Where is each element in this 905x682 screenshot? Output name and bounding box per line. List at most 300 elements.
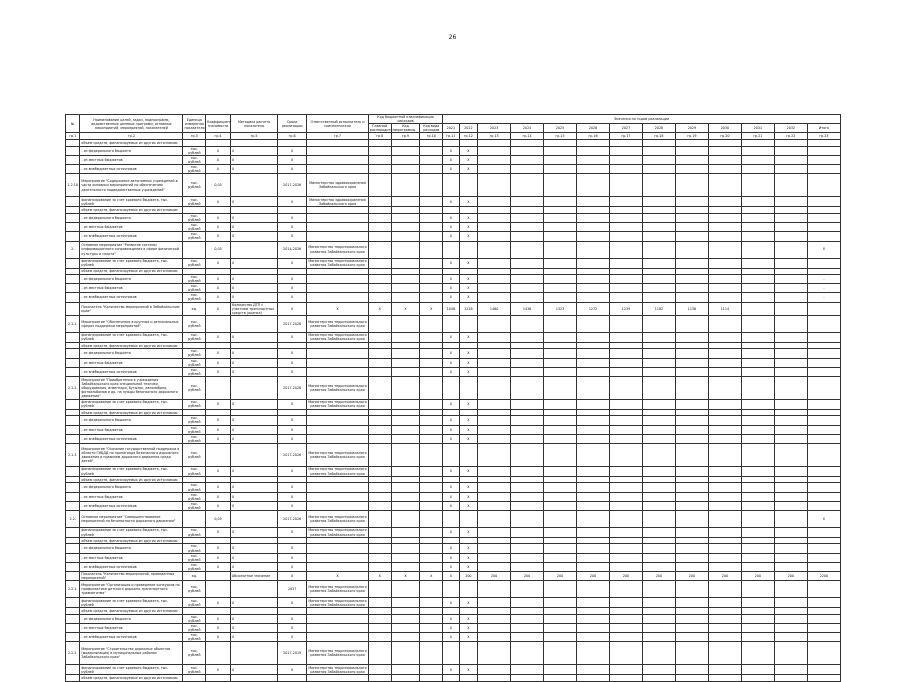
table-cell bbox=[420, 528, 443, 538]
table-cell bbox=[610, 501, 643, 510]
table-cell bbox=[368, 284, 391, 293]
table-cell: Х bbox=[278, 232, 307, 241]
table-cell bbox=[368, 511, 391, 528]
table-cell bbox=[610, 665, 643, 675]
table-cell: Х bbox=[206, 544, 231, 553]
table-cell bbox=[675, 434, 708, 443]
table-row bbox=[66, 367, 841, 376]
table-cell bbox=[443, 315, 459, 332]
table-cell bbox=[478, 562, 511, 571]
table-cell bbox=[307, 358, 369, 367]
table-cell bbox=[642, 492, 675, 501]
column-number-cell: гр.6 bbox=[278, 133, 307, 140]
table-cell bbox=[478, 416, 511, 425]
table-cell bbox=[420, 633, 443, 642]
table-cell bbox=[307, 156, 369, 165]
table-row bbox=[66, 146, 841, 155]
column-number-cell: гр.10 bbox=[420, 133, 443, 140]
table-cell bbox=[368, 492, 391, 501]
table-cell bbox=[544, 241, 577, 258]
year-header: 2028 bbox=[642, 124, 675, 133]
table-cell: Х bbox=[230, 483, 277, 492]
table-cell bbox=[368, 598, 391, 608]
table-cell bbox=[478, 425, 511, 434]
table-cell bbox=[66, 293, 80, 302]
table-cell bbox=[708, 483, 741, 492]
table-cell bbox=[741, 623, 774, 632]
table-cell: тыс. рублей bbox=[183, 553, 206, 562]
table-cell bbox=[511, 232, 544, 241]
table-cell bbox=[66, 562, 80, 571]
table-cell bbox=[391, 399, 420, 409]
table-cell bbox=[642, 675, 675, 681]
table-cell bbox=[459, 675, 478, 681]
table-cell bbox=[420, 416, 443, 425]
table-cell bbox=[708, 642, 741, 665]
table-cell bbox=[708, 213, 741, 222]
table-cell bbox=[420, 156, 443, 165]
table-cell bbox=[420, 665, 443, 675]
table-cell: Х bbox=[278, 156, 307, 165]
table-cell bbox=[478, 284, 511, 293]
table-cell bbox=[544, 332, 577, 342]
table-cell bbox=[774, 444, 807, 467]
table-cell bbox=[675, 213, 708, 222]
table-cell: финансирование за счет краевого бюджета, тыс. рублей bbox=[80, 332, 183, 342]
table-cell bbox=[675, 581, 708, 598]
year-header: 2025 bbox=[544, 124, 577, 133]
table-cell bbox=[391, 434, 420, 443]
table-cell bbox=[544, 367, 577, 376]
table-cell: 1228 bbox=[459, 302, 478, 315]
table-cell bbox=[368, 467, 391, 477]
table-cell bbox=[307, 562, 369, 571]
table-cell: Х bbox=[278, 293, 307, 302]
year-header: 2024 bbox=[511, 124, 544, 133]
table-cell: Х bbox=[230, 562, 277, 571]
table-cell bbox=[675, 444, 708, 467]
table-cell bbox=[66, 416, 80, 425]
table-cell bbox=[708, 284, 741, 293]
table-cell: Х bbox=[443, 434, 459, 443]
year-header: 2023 bbox=[478, 124, 511, 133]
table-cell bbox=[391, 358, 420, 367]
table-body bbox=[66, 140, 841, 681]
table-cell: Х bbox=[443, 623, 459, 632]
table-cell bbox=[774, 434, 807, 443]
table-cell bbox=[642, 425, 675, 434]
table-cell bbox=[807, 416, 840, 425]
total-header: Итого bbox=[807, 124, 840, 133]
table-cell: 0,05 bbox=[206, 174, 231, 197]
table-cell bbox=[420, 467, 443, 477]
table-cell bbox=[478, 642, 511, 665]
table-cell: 200 bbox=[478, 572, 511, 581]
table-cell bbox=[610, 399, 643, 409]
table-cell bbox=[307, 614, 369, 623]
table-cell bbox=[577, 213, 610, 222]
table-cell: Х bbox=[206, 349, 231, 358]
table-cell bbox=[708, 332, 741, 342]
table-cell bbox=[478, 444, 511, 467]
table-cell bbox=[544, 284, 577, 293]
table-row bbox=[66, 223, 841, 232]
table-cell bbox=[807, 332, 840, 342]
table-cell bbox=[577, 675, 610, 681]
table-cell: Х bbox=[443, 492, 459, 501]
table-cell bbox=[420, 642, 443, 665]
table-cell: Х bbox=[459, 293, 478, 302]
table-cell bbox=[544, 665, 577, 675]
table-cell: Х bbox=[807, 511, 840, 528]
table-cell: Х bbox=[230, 156, 277, 165]
table-cell bbox=[206, 642, 231, 665]
table-cell bbox=[391, 349, 420, 358]
table-cell bbox=[368, 562, 391, 571]
table-cell: Х bbox=[230, 293, 277, 302]
table-cell bbox=[675, 274, 708, 283]
table-cell bbox=[577, 642, 610, 665]
table-cell bbox=[544, 213, 577, 222]
table-cell: Министерство территориального развития Забайкальского края bbox=[307, 642, 369, 665]
table-cell bbox=[544, 293, 577, 302]
table-cell: Х bbox=[278, 358, 307, 367]
table-cell: Х bbox=[206, 367, 231, 376]
table-cell bbox=[610, 315, 643, 332]
table-cell: 200 bbox=[459, 572, 478, 581]
table-cell: Х bbox=[459, 434, 478, 443]
table-cell bbox=[511, 642, 544, 665]
table-cell bbox=[391, 223, 420, 232]
table-cell bbox=[443, 511, 459, 528]
table-cell bbox=[675, 258, 708, 268]
table-cell bbox=[807, 614, 840, 623]
table-cell bbox=[391, 665, 420, 675]
table-cell: Х bbox=[420, 302, 443, 315]
table-cell bbox=[206, 675, 231, 681]
table-cell bbox=[708, 598, 741, 608]
table-cell: Х bbox=[459, 349, 478, 358]
table-cell: - из местных бюджетов bbox=[80, 223, 183, 232]
table-cell: тыс. рублей bbox=[183, 258, 206, 268]
table-cell bbox=[642, 467, 675, 477]
table-cell bbox=[642, 633, 675, 642]
column-number-cell: гр.1 bbox=[66, 133, 80, 140]
table-cell: финансирование за счет краевого бюджета, тыс. рублей bbox=[80, 197, 183, 207]
values-group-header: Значения по годам реализации bbox=[443, 115, 841, 124]
table-cell bbox=[610, 553, 643, 562]
table-cell bbox=[610, 511, 643, 528]
table-cell bbox=[307, 349, 369, 358]
table-cell bbox=[741, 293, 774, 302]
table-cell: 2017-2026 bbox=[278, 174, 307, 197]
table-cell: Х bbox=[278, 434, 307, 443]
table-cell bbox=[610, 425, 643, 434]
table-cell: 200 bbox=[577, 572, 610, 581]
table-cell bbox=[420, 581, 443, 598]
table-cell: Х bbox=[443, 528, 459, 538]
table-cell: тыс. рублей bbox=[183, 633, 206, 642]
table-cell: Министерство территориального развития Забайкальского края bbox=[307, 581, 369, 598]
table-cell bbox=[391, 467, 420, 477]
table-cell bbox=[774, 232, 807, 241]
table-cell bbox=[391, 623, 420, 632]
table-cell: Х bbox=[443, 399, 459, 409]
table-cell bbox=[642, 315, 675, 332]
table-cell bbox=[478, 274, 511, 283]
table-cell bbox=[459, 174, 478, 197]
table-cell bbox=[368, 293, 391, 302]
table-cell bbox=[368, 581, 391, 598]
table-cell bbox=[368, 349, 391, 358]
table-cell bbox=[544, 223, 577, 232]
table-cell bbox=[66, 544, 80, 553]
table-cell bbox=[577, 553, 610, 562]
table-cell bbox=[544, 544, 577, 553]
table-cell bbox=[420, 553, 443, 562]
table-cell: 200 bbox=[774, 572, 807, 581]
table-cell: Х bbox=[443, 358, 459, 367]
table-cell bbox=[774, 213, 807, 222]
table-cell bbox=[642, 349, 675, 358]
table-cell bbox=[66, 553, 80, 562]
table-cell: тыс. рублей bbox=[183, 665, 206, 675]
table-cell bbox=[420, 223, 443, 232]
table-cell bbox=[544, 553, 577, 562]
table-cell: 1114 bbox=[708, 302, 741, 315]
table-cell bbox=[391, 258, 420, 268]
table-cell bbox=[642, 562, 675, 571]
table-cell bbox=[642, 293, 675, 302]
table-cell bbox=[642, 434, 675, 443]
table-cell: - из местных бюджетов bbox=[80, 284, 183, 293]
table-cell bbox=[741, 165, 774, 174]
table-cell: - из местных бюджетов bbox=[80, 553, 183, 562]
table-cell: - bbox=[807, 293, 840, 302]
table-cell: Х bbox=[230, 258, 277, 268]
table-cell bbox=[807, 165, 840, 174]
table-cell bbox=[391, 241, 420, 258]
table-cell bbox=[642, 258, 675, 268]
table-cell bbox=[577, 349, 610, 358]
table-row bbox=[66, 213, 841, 222]
table-cell bbox=[642, 581, 675, 598]
table-cell bbox=[675, 416, 708, 425]
table-cell bbox=[675, 241, 708, 258]
table-row bbox=[66, 665, 841, 675]
table-row bbox=[66, 511, 841, 528]
table-cell bbox=[577, 315, 610, 332]
table-cell bbox=[511, 444, 544, 467]
table-cell: тыс. рублей bbox=[183, 376, 206, 399]
table-cell bbox=[642, 223, 675, 232]
table-cell bbox=[391, 633, 420, 642]
table-cell bbox=[675, 315, 708, 332]
table-cell bbox=[807, 376, 840, 399]
table-cell bbox=[478, 467, 511, 477]
table-cell: Х bbox=[278, 197, 307, 207]
table-cell bbox=[206, 581, 231, 598]
table-cell bbox=[478, 293, 511, 302]
table-cell bbox=[544, 581, 577, 598]
table-cell bbox=[577, 623, 610, 632]
table-cell bbox=[675, 665, 708, 675]
table-cell: Х bbox=[443, 293, 459, 302]
table-cell bbox=[577, 598, 610, 608]
table-cell bbox=[774, 544, 807, 553]
table-cell bbox=[741, 434, 774, 443]
table-cell bbox=[741, 562, 774, 571]
table-row bbox=[66, 553, 841, 562]
table-cell bbox=[443, 174, 459, 197]
table-cell: Министерство территориального развития Забайкальского края bbox=[308, 598, 367, 607]
table-cell bbox=[66, 197, 80, 207]
table-cell bbox=[741, 553, 774, 562]
table-cell: Х bbox=[278, 614, 307, 623]
table-cell: Х bbox=[443, 416, 459, 425]
table-cell bbox=[610, 434, 643, 443]
table-cell bbox=[478, 358, 511, 367]
table-cell: Х bbox=[459, 598, 478, 608]
table-cell: Министерство территориального развития Забайкальского края bbox=[308, 333, 367, 342]
table-cell: тыс. рублей bbox=[183, 284, 206, 293]
table-row bbox=[66, 501, 841, 510]
table-cell bbox=[66, 349, 80, 358]
table-cell: Мероприятие "Приобретение в учреждения Забайкальского края специальной техники, оборудования, инвентаря, бутылок, автомобиля, фотоальбомов и др. на нужды безопасного дорожного движения" bbox=[80, 376, 183, 399]
table-cell bbox=[708, 665, 741, 675]
table-cell: Министерство территориального развития Забайкальского края bbox=[308, 258, 367, 268]
table-cell bbox=[420, 598, 443, 608]
table-cell bbox=[368, 332, 391, 342]
table-cell: Министерство территориального развития Забайкальского края bbox=[307, 241, 369, 258]
table-cell: Х bbox=[420, 572, 443, 581]
table-cell bbox=[642, 358, 675, 367]
table-cell bbox=[807, 399, 840, 409]
table-cell bbox=[511, 675, 544, 681]
table-cell bbox=[544, 501, 577, 510]
table-cell bbox=[675, 156, 708, 165]
table-cell bbox=[807, 315, 840, 332]
table-cell bbox=[66, 501, 80, 510]
table-cell: Х bbox=[368, 572, 391, 581]
table-cell bbox=[230, 675, 277, 681]
table-cell bbox=[420, 358, 443, 367]
table-row bbox=[66, 293, 841, 302]
table-cell bbox=[708, 425, 741, 434]
table-cell bbox=[807, 581, 840, 598]
table-cell bbox=[368, 258, 391, 268]
table-cell bbox=[675, 376, 708, 399]
table-cell: 1323 bbox=[544, 302, 577, 315]
table-row bbox=[66, 492, 841, 501]
table-cell: Х bbox=[206, 425, 231, 434]
year-header: 2032 bbox=[774, 124, 807, 133]
table-cell: Х bbox=[278, 146, 307, 155]
table-cell: - из федерального бюджета bbox=[80, 213, 183, 222]
table-cell bbox=[66, 425, 80, 434]
table-cell bbox=[741, 511, 774, 528]
table-cell bbox=[307, 232, 369, 241]
table-cell bbox=[774, 146, 807, 155]
header-cell: Единица измерения показателя bbox=[183, 115, 206, 133]
table-cell: Х bbox=[206, 501, 231, 510]
table-cell bbox=[708, 223, 741, 232]
table-cell: объем средств, финансируемых из других источников: bbox=[80, 207, 183, 213]
table-cell: - из внебюджетных источников bbox=[80, 633, 183, 642]
table-cell: - из федерального бюджета bbox=[80, 483, 183, 492]
table-cell: Х bbox=[206, 146, 231, 155]
table-cell bbox=[774, 562, 807, 571]
table-cell bbox=[459, 376, 478, 399]
table-cell: тыс. рублей bbox=[183, 544, 206, 553]
table-cell bbox=[774, 633, 807, 642]
table-cell bbox=[610, 274, 643, 283]
table-cell bbox=[675, 284, 708, 293]
table-row bbox=[66, 562, 841, 571]
column-number-cell: гр.13 bbox=[478, 133, 511, 140]
table-cell: - из местных бюджетов bbox=[80, 425, 183, 434]
table-cell bbox=[420, 483, 443, 492]
table-cell bbox=[577, 425, 610, 434]
table-cell: Министерство здравоохранения Забайкальского края bbox=[307, 174, 369, 197]
table-cell: 2.2.1. bbox=[66, 581, 80, 598]
table-cell: - из федерального бюджета bbox=[80, 146, 183, 155]
table-cell: тыс. рублей bbox=[183, 197, 206, 207]
table-cell: тыс. рублей bbox=[183, 146, 206, 155]
table-cell bbox=[368, 376, 391, 399]
table-cell: Х bbox=[443, 614, 459, 623]
table-cell bbox=[511, 425, 544, 434]
table-cell bbox=[774, 349, 807, 358]
table-cell bbox=[610, 623, 643, 632]
table-cell bbox=[544, 416, 577, 425]
table-cell bbox=[610, 174, 643, 197]
table-cell bbox=[478, 213, 511, 222]
table-cell bbox=[774, 399, 807, 409]
table-cell bbox=[206, 376, 231, 399]
table-cell bbox=[708, 562, 741, 571]
table-row bbox=[66, 358, 841, 367]
table-row bbox=[66, 614, 841, 623]
table-cell: Х bbox=[230, 232, 277, 241]
table-cell bbox=[511, 156, 544, 165]
table-cell bbox=[642, 598, 675, 608]
table-cell: Мероприятие "Обеспечение в крупных и региональных сферах поддержки мероприятий" bbox=[80, 315, 183, 332]
table-cell: 200 bbox=[741, 572, 774, 581]
table-cell bbox=[478, 146, 511, 155]
table-cell: Х bbox=[278, 425, 307, 434]
table-cell: Количество ДТП с участием транспортных средств (оценка) bbox=[230, 302, 277, 315]
table-cell bbox=[478, 614, 511, 623]
table-cell: Х bbox=[206, 598, 231, 608]
table-cell bbox=[544, 232, 577, 241]
table-cell bbox=[675, 367, 708, 376]
table-cell bbox=[774, 174, 807, 197]
table-cell bbox=[420, 258, 443, 268]
table-cell: - из внебюджетных источников bbox=[80, 562, 183, 571]
table-cell: тыс. рублей bbox=[183, 213, 206, 222]
table-cell bbox=[183, 241, 206, 258]
table-cell bbox=[511, 528, 544, 538]
table-cell: Х bbox=[278, 349, 307, 358]
table-cell bbox=[478, 332, 511, 342]
table-cell bbox=[642, 274, 675, 283]
table-cell bbox=[642, 174, 675, 197]
table-cell bbox=[675, 399, 708, 409]
table-cell bbox=[443, 675, 459, 681]
table-cell bbox=[478, 156, 511, 165]
table-cell bbox=[708, 197, 741, 207]
